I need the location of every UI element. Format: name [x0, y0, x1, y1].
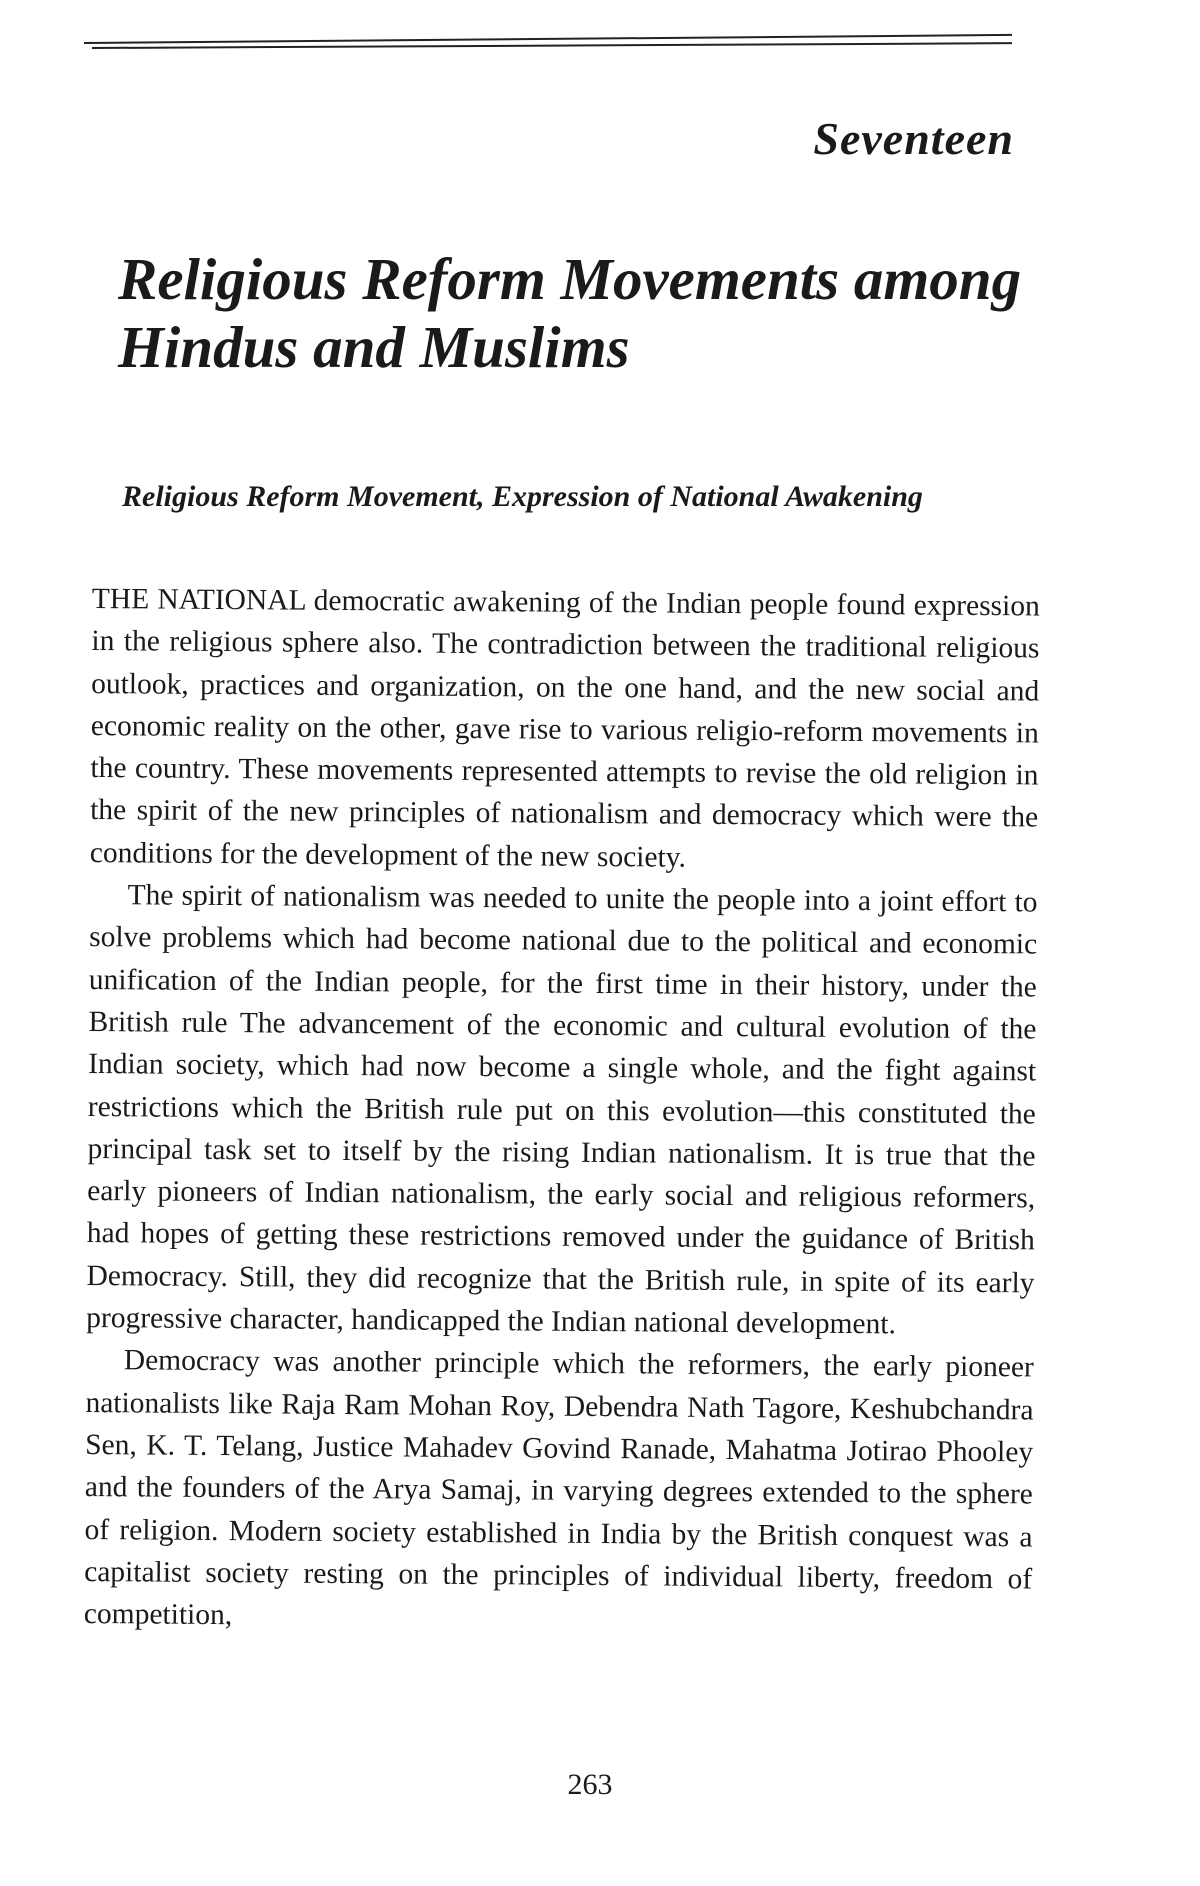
page-number: 263 [567, 1768, 613, 1801]
rule-line-lower [92, 42, 1012, 49]
body-text [84, 578, 1040, 1643]
paragraph-3: Democracy was another principle which the reformers, the early pioneer nationalists like Raja Ram Mohan Roy, Debendra Nath Tagore, Keshubchandra Sen, K. T. Telang, Justice Mahadev Govind Ranade, Mahatma Jotirao Phooley and the founders of the Arya Samaj, in varying degrees extended to the sphere of religion. Modern society established in India by the British conquest was a capitalist society resting on the principles of individual liberty, freedom of competition, [83, 1344, 1034, 1632]
chapter-title: Religious Reform Movements among Hindus and Muslims [118, 246, 1022, 380]
chapter-number-label: Seventeen [813, 113, 1014, 164]
section-heading: Religious Reform Movement, Expression of National Awakening [122, 480, 923, 513]
paragraph-1: THE NATIONAL democratic awakening of the Indian people found expression in the religious sphere also. The contradiction between the traditional religious outlook, practices and organization, on the one hand, and the new social and economic reality on the other, gave rise to various religio-reform movements in the country. These movements represented attempts to revise the old religion in the spirit of the new principles of nationalism and democracy which were the conditions for the development of the new society. [89, 582, 1040, 874]
top-rule-divider [84, 38, 1012, 52]
paragraph-2: The spirit of nationalism was needed to unite the people into a joint effort to solve problems which had become national due to the political and economic unification of the Indian people, for the first time in their history, under the British rule The advancement of the economic and cultural evolution of the Indian society, which had now become a single whole, and the fight against restrictions which the British rule put on this evolution—this constituted the principal task set to itself by the rising Indian nationalism. It is true that the early pioneers of Indian nationalism, the early social and religious reformers, had hopes of getting these restrictions removed under the guidance of British Democracy. Still, they did recognize that the British rule, in spite of its early progressive character, handicapped the Indian national development. [86, 879, 1038, 1341]
